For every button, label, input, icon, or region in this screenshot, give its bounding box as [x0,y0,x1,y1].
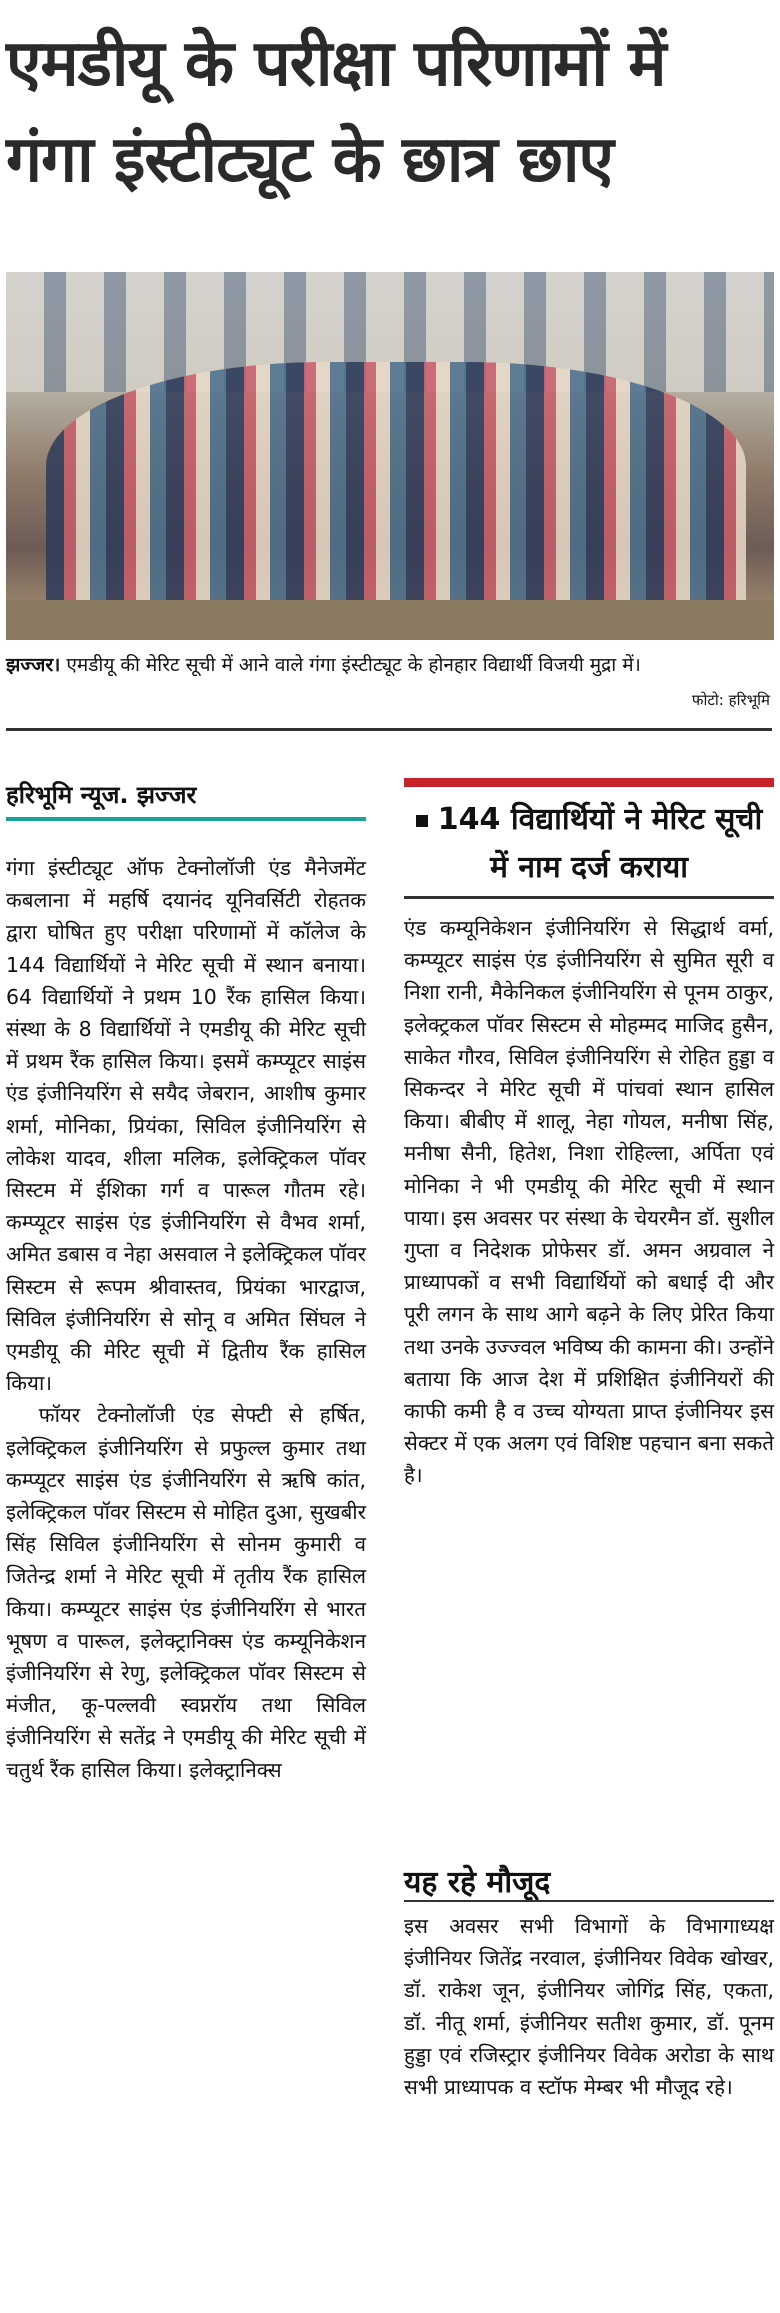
headline-line-1: एमडीयू के परीक्षा परिणामों में [6,27,666,101]
headline [6,16,774,208]
side-box-divider [404,896,774,899]
group-photo [6,272,774,640]
byline-underline [6,817,366,821]
side-box-title [404,796,774,892]
side-box-red-bar [404,778,774,787]
right-column-continued [404,1910,774,2103]
photo-caption [6,650,772,680]
left-paragraph-1: गंगा इंस्टीट्यूट ऑफ टेक्नोलॉजी एंड मैनेजमेंट कबलाना में महर्षि दयानंद यूनिवर्सिटी रोहतक द्वारा घोषित हुए परीक्षा परिणामों में कॉलेज के 144 विद्यार्थियों ने मेरिट सूची में स्थान बनाया। 64 विद्यार्थियों ने प्रथम 10 रैंक हासिल किया। संस्था के 8 विद्यार्थियों ने एमडीयू की मेरिट सूची में प्रथम रैंक हासिल किया। इसमें कम्प्यूटर साइंस एंड इंजीनियरिंग से सयैद जेबरान, आशीष कुमार शर्मा, मोनिका, प्रियंका, सिविल इंजीनियरिंग से लोकेश यादव, शीला मलिक, इलेक्ट्रिकल पॉवर सिस्टम में ईशिका गर्ग व पारूल गौतम रहे। कम्प्यूटर साइंस एंड इंजीनियरिंग से वैभव शर्मा, अमित डबास व नेहा असवाल ने इलेक्ट्रिकल पॉवर सिस्टम से रूपम श्रीवास्तव, प्रियंका भारद्वाज, सिविल इंजीनियरिंग से सोनू व अमित सिंघल ने एमडीयू की मेरिट सूची में द्वितीय रैंक हासिल किया। [6,856,367,1396]
photo-students [46,362,746,622]
caption-text: एमडीयू की मेरिट सूची में आने वाले गंगा इंस्टीट्यूट के होनहार विद्यार्थी विजयी मुद्रा में। [66,654,641,676]
subhead-underline [404,1900,774,1902]
caption-place: झज्जर। [6,654,61,676]
side-box-title-text: 144 विद्यार्थियों ने मेरिट सूची में नाम दर्ज कराया [437,802,763,885]
caption-divider [6,728,772,731]
byline: हरिभूमि न्यूज. झज्जर [6,781,197,809]
right-paragraph-2: इस अवसर सभी विभागों के विभागाध्यक्ष इंजीनियर जितेंद्र नरवाल, इंजीनियर विवेक खोखर, डॉ. राकेश जून, इंजीनियर जोगिंद्र सिंह, एकता, डॉ. नीतू शर्मा, इंजीनियर सतीश कुमार, डॉ. पूनम हुड्डा एवं रजिस्ट्रार इंजीनियर विवेक अरोडा के साथ सभी प्राध्यापक व स्टॉफ मेम्बर भी मौजूद रहे। [404,1914,774,2100]
left-column [6,852,366,1786]
headline-line-2: गंगा इंस्टीट्यूट के छात्र छाए [6,123,613,197]
right-column [404,912,774,1492]
photo-ground [6,600,774,640]
photo-credit: फोटो: हरिभूमि [691,691,770,709]
bullet-square-icon [416,815,428,827]
right-paragraph-1: एंड कम्यूनिकेशन इंजीनियरिंग से सिद्धार्थ वर्मा, कम्प्यूटर साइंस एंड इंजीनियरिंग से सुमित सूरी व निशा रानी, मैकेनिकल इंजीनियरिंग से पूनम ठाकुर, इलेक्ट्रकल पॉवर सिस्टम से मोहम्मद माजिद हुसैन, साकेत गौरव, सिविल इंजीनियरिंग से रोहित हुड्डा व सिकन्दर ने मेरिट सूची में पांचवां स्थान हासिल किया। बीबीए में शालू, नेहा गोयल, मनीषा सिंह, मनीषा सैनी, हितेश, निशा रोहिल्ला, अर्पिता एवं मोनिका ने भी एमडीयू की मेरिट सूची में स्थान पाया। इस अवसर पर संस्था के चेयरमैन डॉ. सुशील गुप्ता व निदेशक प्रोफेसर डॉ. अमन अग्रवाल ने प्राध्यापकों व सभी विद्यार्थियों को बधाई दी और पूरी लगन के साथ आगे बढ़ने के लिए प्रेरित किया तथा उनके उज्ज्वल भविष्य की कामना की। उन्होंने बताया कि आज देश में प्रशिक्षित इंजीनियरों की काफी कमी है व उच्च योग्यता प्राप्त इंजीनियर इस सेक्टर में एक अलग एवं विशिष्ट पहचान बना सकते है। [404,916,774,1488]
left-paragraph-2: फॉयर टेक्नोलॉजी एंड सेफ्टी से हर्षित, इलेक्ट्रिकल इंजीनियरिंग से प्रफुल्ल कुमार तथा कम्प्यूटर साइंस एंड इंजीनियरिंग से ऋषि कांत, इलेक्ट्रिकल पॉवर सिस्टम से मोहित दुआ, सुखबीर सिंह सिविल इंजीनियरिंग से सोनम कुमारी व जितेन्द्र शर्मा ने मेरिट सूची में तृतीय रैंक हासिल किया। कम्प्यूटर साइंस एंड इंजीनियरिंग से भारत भूषण व पारूल, इलेक्ट्रानिक्स एंड कम्यूनिकेशन इंजीनियरिंग से रेणु, इलेक्ट्रिकल पॉवर सिस्टम से मंजीत, कू-पल्लवी स्वप्नरॉय तथा सिविल इंजीनियरिंग से सतेंद्र ने एमडीयू की मेरिट सूची में चतुर्थ रैंक हासिल किया। इलेक्ट्रानिक्स [6,1403,366,1782]
subhead: यह रहे मौजूद [404,1865,551,1900]
